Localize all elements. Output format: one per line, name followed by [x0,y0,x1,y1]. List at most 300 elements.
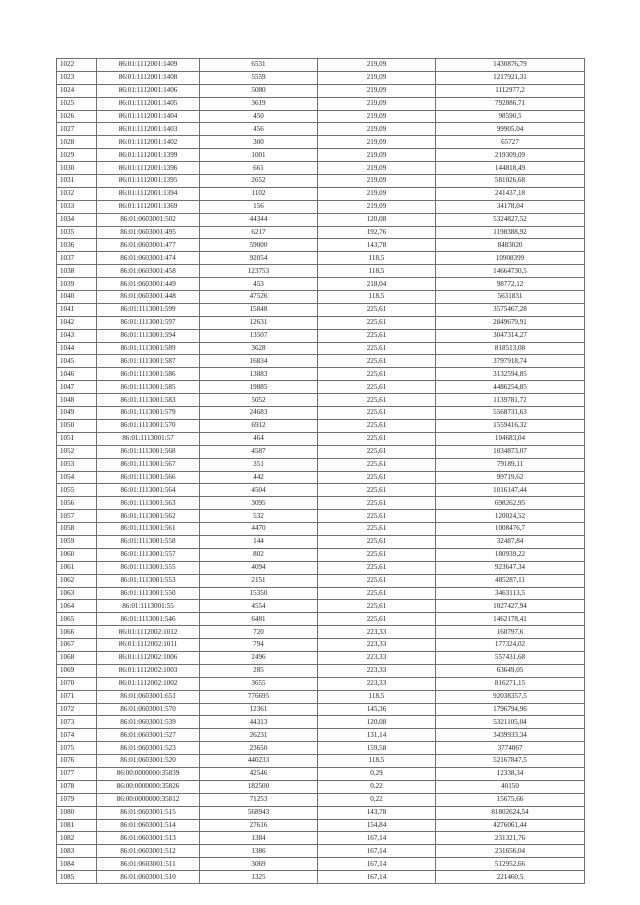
row-number-cell: 1063 [57,587,97,600]
area-cell: 59000 [200,239,318,252]
cadastral-number-cell: 86:01:1113001:562 [97,510,200,523]
cadastral-value-cell: 923647,34 [436,561,585,574]
cadastral-value-cell: 1462178,41 [436,613,585,626]
specific-value-cell: 225,61 [318,535,436,548]
cadastral-number-cell: 86:01:1113001:553 [97,574,200,587]
row-number-cell: 1052 [57,445,97,458]
specific-value-cell: 223,33 [318,651,436,664]
cadastral-number-cell: 86:01:1113001:561 [97,523,200,536]
table-row [57,252,585,265]
table-row [57,175,585,188]
cadastral-value-cell: 1034873,07 [436,445,585,458]
cadastral-number-cell: 86:01:0603001:651 [97,690,200,703]
area-cell: 1384 [200,832,318,845]
specific-value-cell: 225,61 [318,419,436,432]
cadastral-number-cell: 86:01:0603001:527 [97,729,200,742]
table-row [57,845,585,858]
row-number-cell: 1080 [57,806,97,819]
area-cell: 2652 [200,175,318,188]
cadastral-value-cell: 1559416,32 [436,419,585,432]
cadastral-number-cell: 86:01:1112002:1012 [97,626,200,639]
area-cell: 6531 [200,59,318,72]
cadastral-number-cell: 86:01:1112001:1402 [97,136,200,149]
row-number-cell: 1078 [57,780,97,793]
cadastral-value-cell: 1217921,31 [436,71,585,84]
area-cell: 71253 [200,793,318,806]
table-row [57,149,585,162]
cadastral-number-cell: 86:01:1112002:1002 [97,677,200,690]
cadastral-value-cell: 219309,09 [436,149,585,162]
specific-value-cell: 0,22 [318,780,436,793]
area-cell: 19885 [200,381,318,394]
area-cell: 42546 [200,767,318,780]
cadastral-number-cell: 86:01:1112002:1006 [97,651,200,664]
row-number-cell: 1081 [57,819,97,832]
cadastral-value-cell: 79189,11 [436,458,585,471]
cadastral-value-cell: 4276061,44 [436,819,585,832]
cadastral-value-cell: 1112977,2 [436,84,585,97]
row-number-cell: 1024 [57,84,97,97]
row-number-cell: 1064 [57,600,97,613]
table-row [57,136,585,149]
cadastral-value-cell: 3132594,85 [436,368,585,381]
cadastral-value-cell: 3463113,5 [436,587,585,600]
cadastral-value-cell: 816271,15 [436,677,585,690]
table-row [57,200,585,213]
area-cell: 794 [200,639,318,652]
specific-value-cell: 225,61 [318,407,436,420]
area-cell: 3069 [200,858,318,871]
row-number-cell: 1035 [57,226,97,239]
cadastral-number-cell: 86:01:1112001:1408 [97,71,200,84]
specific-value-cell: 219,09 [318,187,436,200]
row-number-cell: 1038 [57,265,97,278]
cadastral-value-cell: 32487,84 [436,535,585,548]
cadastral-value-cell: 3774067 [436,742,585,755]
cadastral-number-cell: 86:01:1113001:597 [97,316,200,329]
cadastral-number-cell: 86:01:1112001:1404 [97,110,200,123]
table-row [57,871,585,884]
specific-value-cell: 225,61 [318,458,436,471]
table-row [57,690,585,703]
cadastral-value-cell: 581026,68 [436,175,585,188]
table-row [57,523,585,536]
cadastral-number-cell: 86:01:1113001:563 [97,497,200,510]
specific-value-cell: 225,61 [318,561,436,574]
specific-value-cell: 0,29 [318,767,436,780]
cadastral-number-cell: 86:01:0603001:512 [97,845,200,858]
area-cell: 27616 [200,819,318,832]
area-cell: 661 [200,162,318,175]
row-number-cell: 1061 [57,561,97,574]
area-cell: 47526 [200,291,318,304]
cadastral-value-cell: 180939,22 [436,548,585,561]
row-number-cell: 1031 [57,175,97,188]
specific-value-cell: 225,61 [318,445,436,458]
row-number-cell: 1047 [57,381,97,394]
row-number-cell: 1071 [57,690,97,703]
row-number-cell: 1072 [57,703,97,716]
specific-value-cell: 225,61 [318,574,436,587]
table-row [57,497,585,510]
specific-value-cell: 225,61 [318,381,436,394]
table-row [57,780,585,793]
row-number-cell: 1068 [57,651,97,664]
area-cell: 16834 [200,355,318,368]
row-number-cell: 1056 [57,497,97,510]
area-cell: 6217 [200,226,318,239]
row-number-cell: 1032 [57,187,97,200]
specific-value-cell: 219,09 [318,59,436,72]
table-row [57,639,585,652]
cadastral-number-cell: 86:01:1113001:564 [97,484,200,497]
table-row [57,832,585,845]
row-number-cell: 1062 [57,574,97,587]
cadastral-value-cell: 1198388,92 [436,226,585,239]
area-cell: 13883 [200,368,318,381]
cadastral-value-cell: 557431,68 [436,651,585,664]
area-cell: 3619 [200,97,318,110]
area-cell: 182500 [200,780,318,793]
cadastral-number-cell: 86:01:1112001:1394 [97,187,200,200]
table-row [57,793,585,806]
cadastral-value-cell: 81802624,54 [436,806,585,819]
row-number-cell: 1043 [57,329,97,342]
area-cell: 15848 [200,303,318,316]
cadastral-value-cell: 3797918,74 [436,355,585,368]
table-row [57,291,585,304]
cadastral-value-cell: 241437,18 [436,187,585,200]
cadastral-number-cell: 86:01:1112001:1399 [97,149,200,162]
cadastral-number-cell: 86:01:1113001:55 [97,600,200,613]
area-cell: 440233 [200,755,318,768]
table-row [57,858,585,871]
specific-value-cell: 219,09 [318,71,436,84]
table-row [57,419,585,432]
cadastral-number-cell: 86:01:1112001:1396 [97,162,200,175]
table-row [57,213,585,226]
area-cell: 300 [200,136,318,149]
cadastral-value-cell: 698262,95 [436,497,585,510]
table-row [57,600,585,613]
area-cell: 4094 [200,561,318,574]
row-number-cell: 1084 [57,858,97,871]
cadastral-value-cell: 104683,04 [436,432,585,445]
specific-value-cell: 225,61 [318,342,436,355]
area-cell: 4554 [200,600,318,613]
table-row [57,703,585,716]
area-cell: 351 [200,458,318,471]
cadastral-value-cell: 40150 [436,780,585,793]
cadastral-number-cell: 86:01:0603001:539 [97,716,200,729]
specific-value-cell: 225,61 [318,587,436,600]
area-cell: 5559 [200,71,318,84]
row-number-cell: 1053 [57,458,97,471]
table-row [57,767,585,780]
cadastral-number-cell: 86:01:1113001:585 [97,381,200,394]
table-row [57,613,585,626]
area-cell: 44313 [200,716,318,729]
specific-value-cell: 120,08 [318,716,436,729]
table-row [57,484,585,497]
row-number-cell: 1045 [57,355,97,368]
table-row [57,471,585,484]
specific-value-cell: 118,5 [318,252,436,265]
cadastral-number-cell: 86:01:1113001:594 [97,329,200,342]
cadastral-number-cell: 86:01:1112002:1011 [97,639,200,652]
specific-value-cell: 225,61 [318,303,436,316]
area-cell: 3095 [200,497,318,510]
area-cell: 2151 [200,574,318,587]
row-number-cell: 1075 [57,742,97,755]
area-cell: 285 [200,664,318,677]
table-row [57,664,585,677]
cadastral-value-cell: 34178,04 [436,200,585,213]
cadastral-value-cell: 12338,34 [436,767,585,780]
cadastral-number-cell: 86:00:0000000:35826 [97,780,200,793]
cadastral-value-cell: 92038357,5 [436,690,585,703]
cadastral-value-cell: 3439933,34 [436,729,585,742]
area-cell: 464 [200,432,318,445]
cadastral-number-cell: 86:01:0603001:520 [97,755,200,768]
cadastral-number-cell: 86:01:1112002:1003 [97,664,200,677]
table-row [57,755,585,768]
cadastral-value-cell: 1027427,94 [436,600,585,613]
row-number-cell: 1025 [57,97,97,110]
cadastral-value-cell: 1430876,79 [436,59,585,72]
cadastral-number-cell: 86:01:1112001:1406 [97,84,200,97]
area-cell: 4504 [200,484,318,497]
cadastral-value-cell: 5631831 [436,291,585,304]
table-row [57,716,585,729]
table-row [57,187,585,200]
table-row [57,355,585,368]
row-number-cell: 1037 [57,252,97,265]
specific-value-cell: 225,61 [318,523,436,536]
table-row [57,342,585,355]
specific-value-cell: 159,58 [318,742,436,755]
area-cell: 24683 [200,407,318,420]
specific-value-cell: 118,5 [318,755,436,768]
specific-value-cell: 219,09 [318,123,436,136]
cadastral-number-cell: 86:01:1113001:583 [97,394,200,407]
specific-value-cell: 225,61 [318,316,436,329]
cadastral-value-cell: 1008476,7 [436,523,585,536]
cadastral-value-cell: 177324,02 [436,639,585,652]
table-row [57,59,585,72]
cadastral-number-cell: 86:01:1113001:566 [97,471,200,484]
area-cell: 453 [200,278,318,291]
cadastral-number-cell: 86:00:0000000:35839 [97,767,200,780]
row-number-cell: 1051 [57,432,97,445]
area-cell: 802 [200,548,318,561]
area-cell: 144 [200,535,318,548]
specific-value-cell: 219,09 [318,175,436,188]
cadastral-value-cell: 65727 [436,136,585,149]
area-cell: 2496 [200,651,318,664]
cadastral-value-cell: 1796794,96 [436,703,585,716]
specific-value-cell: 219,09 [318,84,436,97]
cadastral-value-cell: 5321105,04 [436,716,585,729]
cadastral-value-cell: 231656,04 [436,845,585,858]
cadastral-number-cell: 86:01:1112001:1369 [97,200,200,213]
cadastral-number-cell: 86:01:1112001:1395 [97,175,200,188]
row-number-cell: 1058 [57,523,97,536]
area-cell: 776695 [200,690,318,703]
area-cell: 13507 [200,329,318,342]
specific-value-cell: 225,61 [318,548,436,561]
row-number-cell: 1039 [57,278,97,291]
row-number-cell: 1077 [57,767,97,780]
table-row [57,110,585,123]
cadastral-number-cell: 86:01:1112001:1403 [97,123,200,136]
area-cell: 1325 [200,871,318,884]
table-row [57,510,585,523]
row-number-cell: 1070 [57,677,97,690]
cadastral-value-cell: 160797,6 [436,626,585,639]
table-row [57,123,585,136]
cadastral-number-cell: 86:01:1113001:568 [97,445,200,458]
specific-value-cell: 131,14 [318,729,436,742]
area-cell: 15350 [200,587,318,600]
cadastral-number-cell: 86:01:0603001:511 [97,858,200,871]
specific-value-cell: 118,5 [318,690,436,703]
cadastral-number-cell: 86:01:1112001:1409 [97,59,200,72]
row-number-cell: 1049 [57,407,97,420]
cadastral-number-cell: 86:01:0603001:458 [97,265,200,278]
table-row [57,226,585,239]
specific-value-cell: 118,5 [318,291,436,304]
specific-value-cell: 223,33 [318,664,436,677]
area-cell: 450 [200,110,318,123]
cadastral-value-cell: 818513,08 [436,342,585,355]
area-cell: 1386 [200,845,318,858]
specific-value-cell: 120,08 [318,213,436,226]
area-cell: 5080 [200,84,318,97]
cadastral-number-cell: 86:01:1113001:579 [97,407,200,420]
area-cell: 156 [200,200,318,213]
row-number-cell: 1082 [57,832,97,845]
area-cell: 23650 [200,742,318,755]
cadastral-value-cell: 221460,5 [436,871,585,884]
table-row [57,329,585,342]
table-row [57,729,585,742]
cadastral-number-cell: 86:01:1113001:558 [97,535,200,548]
cadastral-value-cell: 99905,04 [436,123,585,136]
row-number-cell: 1034 [57,213,97,226]
cadastral-value-cell: 512952,66 [436,858,585,871]
cadastral-number-cell: 86:01:1113001:599 [97,303,200,316]
row-number-cell: 1042 [57,316,97,329]
cadastral-number-cell: 86:01:0603001:449 [97,278,200,291]
area-cell: 6481 [200,613,318,626]
cadastral-value-cell: 485287,11 [436,574,585,587]
table-body [57,59,585,884]
cadastral-number-cell: 86:01:1113001:587 [97,355,200,368]
area-cell: 4587 [200,445,318,458]
area-cell: 12361 [200,703,318,716]
cadastral-value-cell: 98590,5 [436,110,585,123]
specific-value-cell: 118,5 [318,265,436,278]
table-row [57,432,585,445]
cadastral-number-cell: 86:01:0603001:495 [97,226,200,239]
cadastral-number-cell: 86:01:0603001:448 [97,291,200,304]
row-number-cell: 1083 [57,845,97,858]
cadastral-value-cell: 98772,12 [436,278,585,291]
cadastral-number-cell: 86:00:0000000:35812 [97,793,200,806]
row-number-cell: 1054 [57,471,97,484]
table-row [57,587,585,600]
row-number-cell: 1066 [57,626,97,639]
table-row [57,806,585,819]
area-cell: 3628 [200,342,318,355]
cadastral-value-cell: 14664730,5 [436,265,585,278]
specific-value-cell: 219,09 [318,110,436,123]
row-number-cell: 1059 [57,535,97,548]
area-cell: 26231 [200,729,318,742]
specific-value-cell: 225,61 [318,368,436,381]
cadastral-number-cell: 86:01:1113001:546 [97,613,200,626]
cadastral-number-cell: 86:01:0603001:513 [97,832,200,845]
area-cell: 720 [200,626,318,639]
table-row [57,548,585,561]
row-number-cell: 1085 [57,871,97,884]
specific-value-cell: 225,61 [318,613,436,626]
table-row [57,407,585,420]
area-cell: 4470 [200,523,318,536]
specific-value-cell: 143,78 [318,806,436,819]
cadastral-value-cell: 120024,52 [436,510,585,523]
table-row [57,239,585,252]
area-cell: 123753 [200,265,318,278]
specific-value-cell: 0,22 [318,793,436,806]
table-row [57,445,585,458]
cadastral-value-cell: 3575467,28 [436,303,585,316]
row-number-cell: 1057 [57,510,97,523]
cadastral-number-cell: 86:01:0603001:510 [97,871,200,884]
row-number-cell: 1060 [57,548,97,561]
specific-value-cell: 225,61 [318,510,436,523]
row-number-cell: 1027 [57,123,97,136]
specific-value-cell: 225,61 [318,471,436,484]
row-number-cell: 1022 [57,59,97,72]
row-number-cell: 1050 [57,419,97,432]
cadastral-value-cell: 52167847,5 [436,755,585,768]
table-row [57,626,585,639]
row-number-cell: 1069 [57,664,97,677]
row-number-cell: 1076 [57,755,97,768]
area-cell: 12631 [200,316,318,329]
table-row [57,651,585,664]
specific-value-cell: 219,09 [318,162,436,175]
specific-value-cell: 145,36 [318,703,436,716]
specific-value-cell: 223,33 [318,626,436,639]
area-cell: 1001 [200,149,318,162]
specific-value-cell: 167,14 [318,871,436,884]
row-number-cell: 1041 [57,303,97,316]
row-number-cell: 1079 [57,793,97,806]
cadastral-number-cell: 86:01:0603001:515 [97,806,200,819]
area-cell: 5052 [200,394,318,407]
table-row [57,381,585,394]
cadastral-number-cell: 86:01:1113001:586 [97,368,200,381]
table-row [57,742,585,755]
specific-value-cell: 223,33 [318,639,436,652]
cadastral-value-cell: 2849679,91 [436,316,585,329]
row-number-cell: 1074 [57,729,97,742]
row-number-cell: 1036 [57,239,97,252]
table-row [57,162,585,175]
